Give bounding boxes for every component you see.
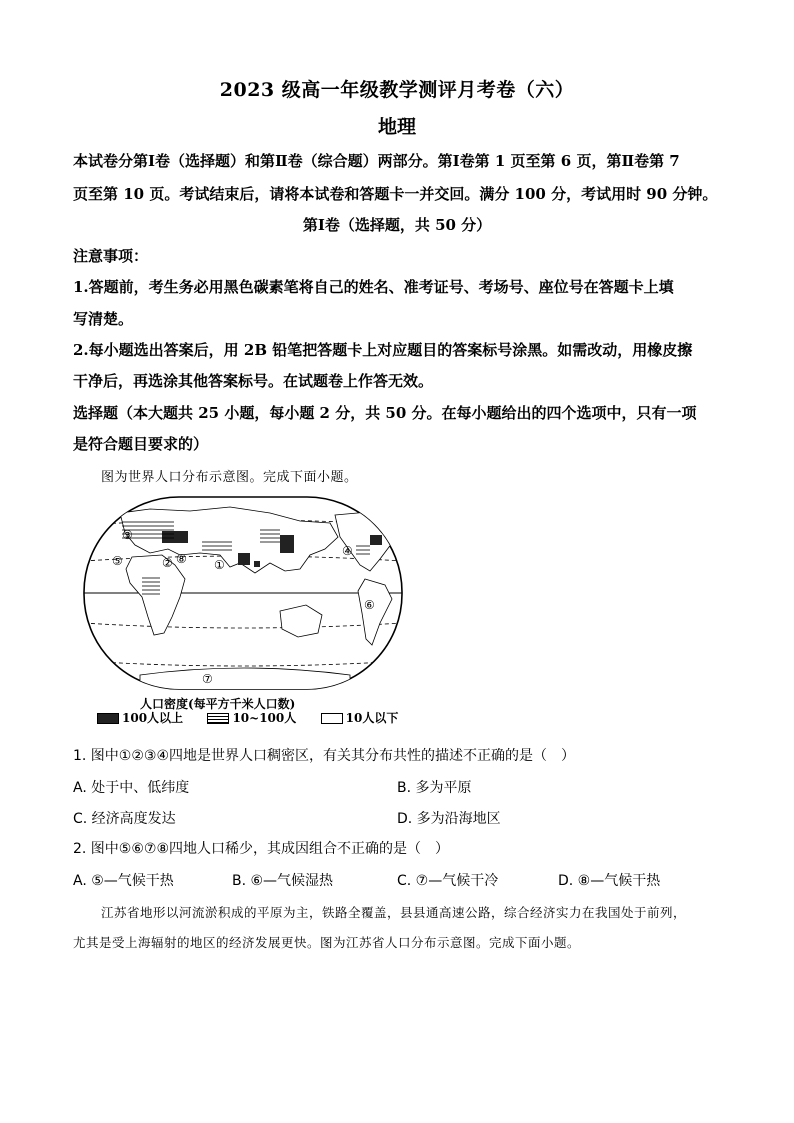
intro-line-1: 本试卷分第Ⅰ卷（选择题）和第Ⅱ卷（综合题）两部分。第Ⅰ卷第 1 页至第 6 页，第Ⅱ卷第 7 [73, 152, 680, 170]
section-line-2: 是符合题目要求的） [73, 435, 209, 453]
legend-medium: 10~100人 [207, 711, 296, 725]
marker-7: ⑦ [202, 672, 213, 686]
marker-5: ⑤ [112, 554, 123, 568]
marker-2: ② [162, 556, 173, 570]
legend [97, 709, 398, 726]
q1-option-b[interactable]: B. 多为平原 [397, 780, 472, 796]
q2-option-c[interactable]: C. ⑦—气候干冷 [397, 873, 499, 889]
q1-option-d[interactable]: D. 多为沿海地区 [397, 811, 501, 827]
marker-8: ⑧ [176, 552, 187, 566]
part1-heading: 第Ⅰ卷（选择题，共 50 分） [302, 216, 492, 234]
subject-title: 地理 [377, 116, 416, 138]
passage2-line-2: 尤其是受上海辐射的地区的经济发展更快。图为江苏省人口分布示意图。完成下面小题。 [73, 935, 581, 950]
marker-6: ⑥ [364, 598, 375, 612]
note-2-line-1: 2.每小题选出答案后，用 2B 铅笔把答题卡上对应题目的答案标号涂黑。如需改动，用橡皮擦 [73, 341, 693, 359]
section-line-1: 选择题（本大题共 25 小题，每小题 2 分，共 50 分。在每小题给出的四个选项中，只有一项 [73, 404, 697, 422]
passage2-line-1: 江苏省地形以河流淤积成的平原为主，铁路全覆盖，县县通高速公路，综合经济实力在我国处于前列， [101, 905, 687, 920]
legend-dense: 100人以上 [97, 711, 183, 725]
q2-option-b[interactable]: B. ⑥—气候湿热 [232, 873, 334, 889]
question-1-stem: 1. 图中①②③④四地是世界人口稠密区，有关其分布共性的描述不正确的是（ ） [73, 748, 576, 764]
marker-4: ④ [342, 544, 353, 558]
intro-line-2: 页至第 10 页。考试结束后，请将本试卷和答题卡一并交回。满分 100 分，考试用时 90 分钟。 [73, 185, 718, 203]
note-1-line-1: 1.答题前，考生务必用黑色碳素笔将自己的姓名、准考证号、考场号、座位号在答题卡上填 [73, 278, 674, 296]
note-2-line-2: 干净后，再选涂其他答案标号。在试题卷上作答无效。 [73, 372, 434, 390]
world-population-map [80, 493, 410, 725]
figure1-caption: 图为世界人口分布示意图。完成下面小题。 [101, 470, 358, 485]
note-1-line-2: 写清楚。 [73, 310, 134, 328]
question-2-stem: 2. 图中⑤⑥⑦⑧四地人口稀少，其成因组合不正确的是（ ） [73, 841, 450, 857]
legend-sparse: 10人以下 [321, 711, 399, 725]
marker-3: ③ [122, 528, 133, 542]
q1-option-c[interactable]: C. 经济高度发达 [73, 811, 176, 827]
q2-option-a[interactable]: A. ⑤—气候干热 [73, 873, 174, 889]
exam-title: 2023 级高一年级教学测评月考卷（六） [219, 79, 575, 101]
marker-1: ① [214, 558, 225, 572]
q1-option-a[interactable]: A. 处于中、低纬度 [73, 780, 190, 796]
notes-heading: 注意事项： [73, 247, 149, 265]
q2-option-d[interactable]: D. ⑧—气候干热 [558, 873, 661, 889]
legend-title: 人口密度(每平方千米人口数) [140, 697, 296, 711]
